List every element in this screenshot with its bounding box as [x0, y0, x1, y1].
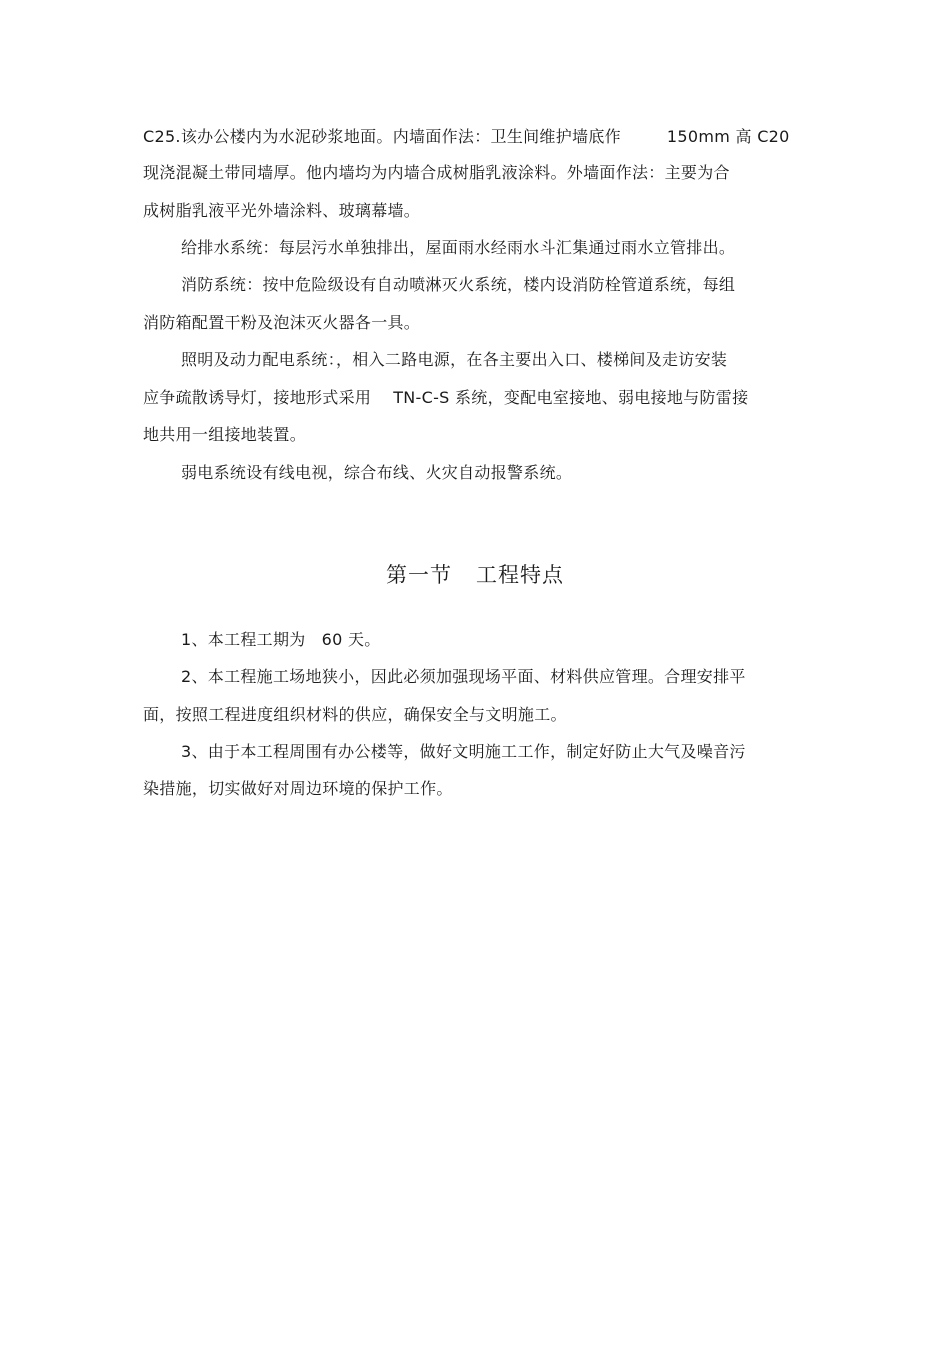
text-run: 1、本工程工期为 [181, 630, 306, 649]
section-number: 第一节 [386, 563, 452, 587]
paragraph-line: 照明及动力配电系统：，相入二路电源，在各主要出入口、楼梯间及走访安装 [181, 350, 728, 369]
section-heading [0, 562, 950, 588]
paragraph-line: 成树脂乳液平光外墙涂料、玻璃幕墙。 [143, 201, 421, 220]
paragraph-line [143, 127, 790, 147]
list-item-line: 3、由于本工程周围有办公楼等，做好文明施工工作，制定好防止大气及噪音污 [181, 742, 746, 761]
paragraph-line: 消防系统：按中危险级设有自动喷淋灭火系统，楼内设消防栓管道系统，每组 [181, 275, 736, 294]
list-item-line: 面，按照工程进度组织材料的供应，确保安全与文明施工。 [143, 705, 567, 724]
text-run: 60 天。 [321, 630, 381, 649]
paragraph-line: 给排水系统：每层污水单独排出，屋面雨水经雨水斗汇集通过雨水立管排出。 [181, 238, 736, 257]
text-run: 150mm 高 C20 [666, 127, 790, 146]
section-title: 工程特点 [476, 563, 564, 587]
list-item-line: 染措施，切实做好对周边环境的保护工作。 [143, 779, 453, 798]
paragraph-line: 弱电系统设有线电视，综合布线、火灾自动报警系统。 [181, 463, 573, 482]
paragraph-line [143, 388, 748, 408]
paragraph-line: 地共用一组接地装置。 [143, 425, 307, 444]
paragraph-line: 消防箱配置干粉及泡沫灭火器各一具。 [143, 313, 421, 332]
text-run: C25.该办公楼内为水泥砂浆地面。内墙面作法：卫生间维护墙底作 [143, 127, 621, 146]
text-run: TN-C-S 系统，变配电室接地、弱电接地与防雷接 [393, 388, 749, 407]
list-item-line [181, 630, 381, 650]
text-run: 应争疏散诱导灯，接地形式采用 [143, 388, 372, 407]
list-item-line: 2、本工程施工场地狭小，因此必须加强现场平面、材料供应管理。合理安排平 [181, 667, 746, 686]
paragraph-line: 现浇混凝土带同墙厚。他内墙均为内墙合成树脂乳液涂料。外墙面作法：主要为合 [143, 163, 730, 182]
